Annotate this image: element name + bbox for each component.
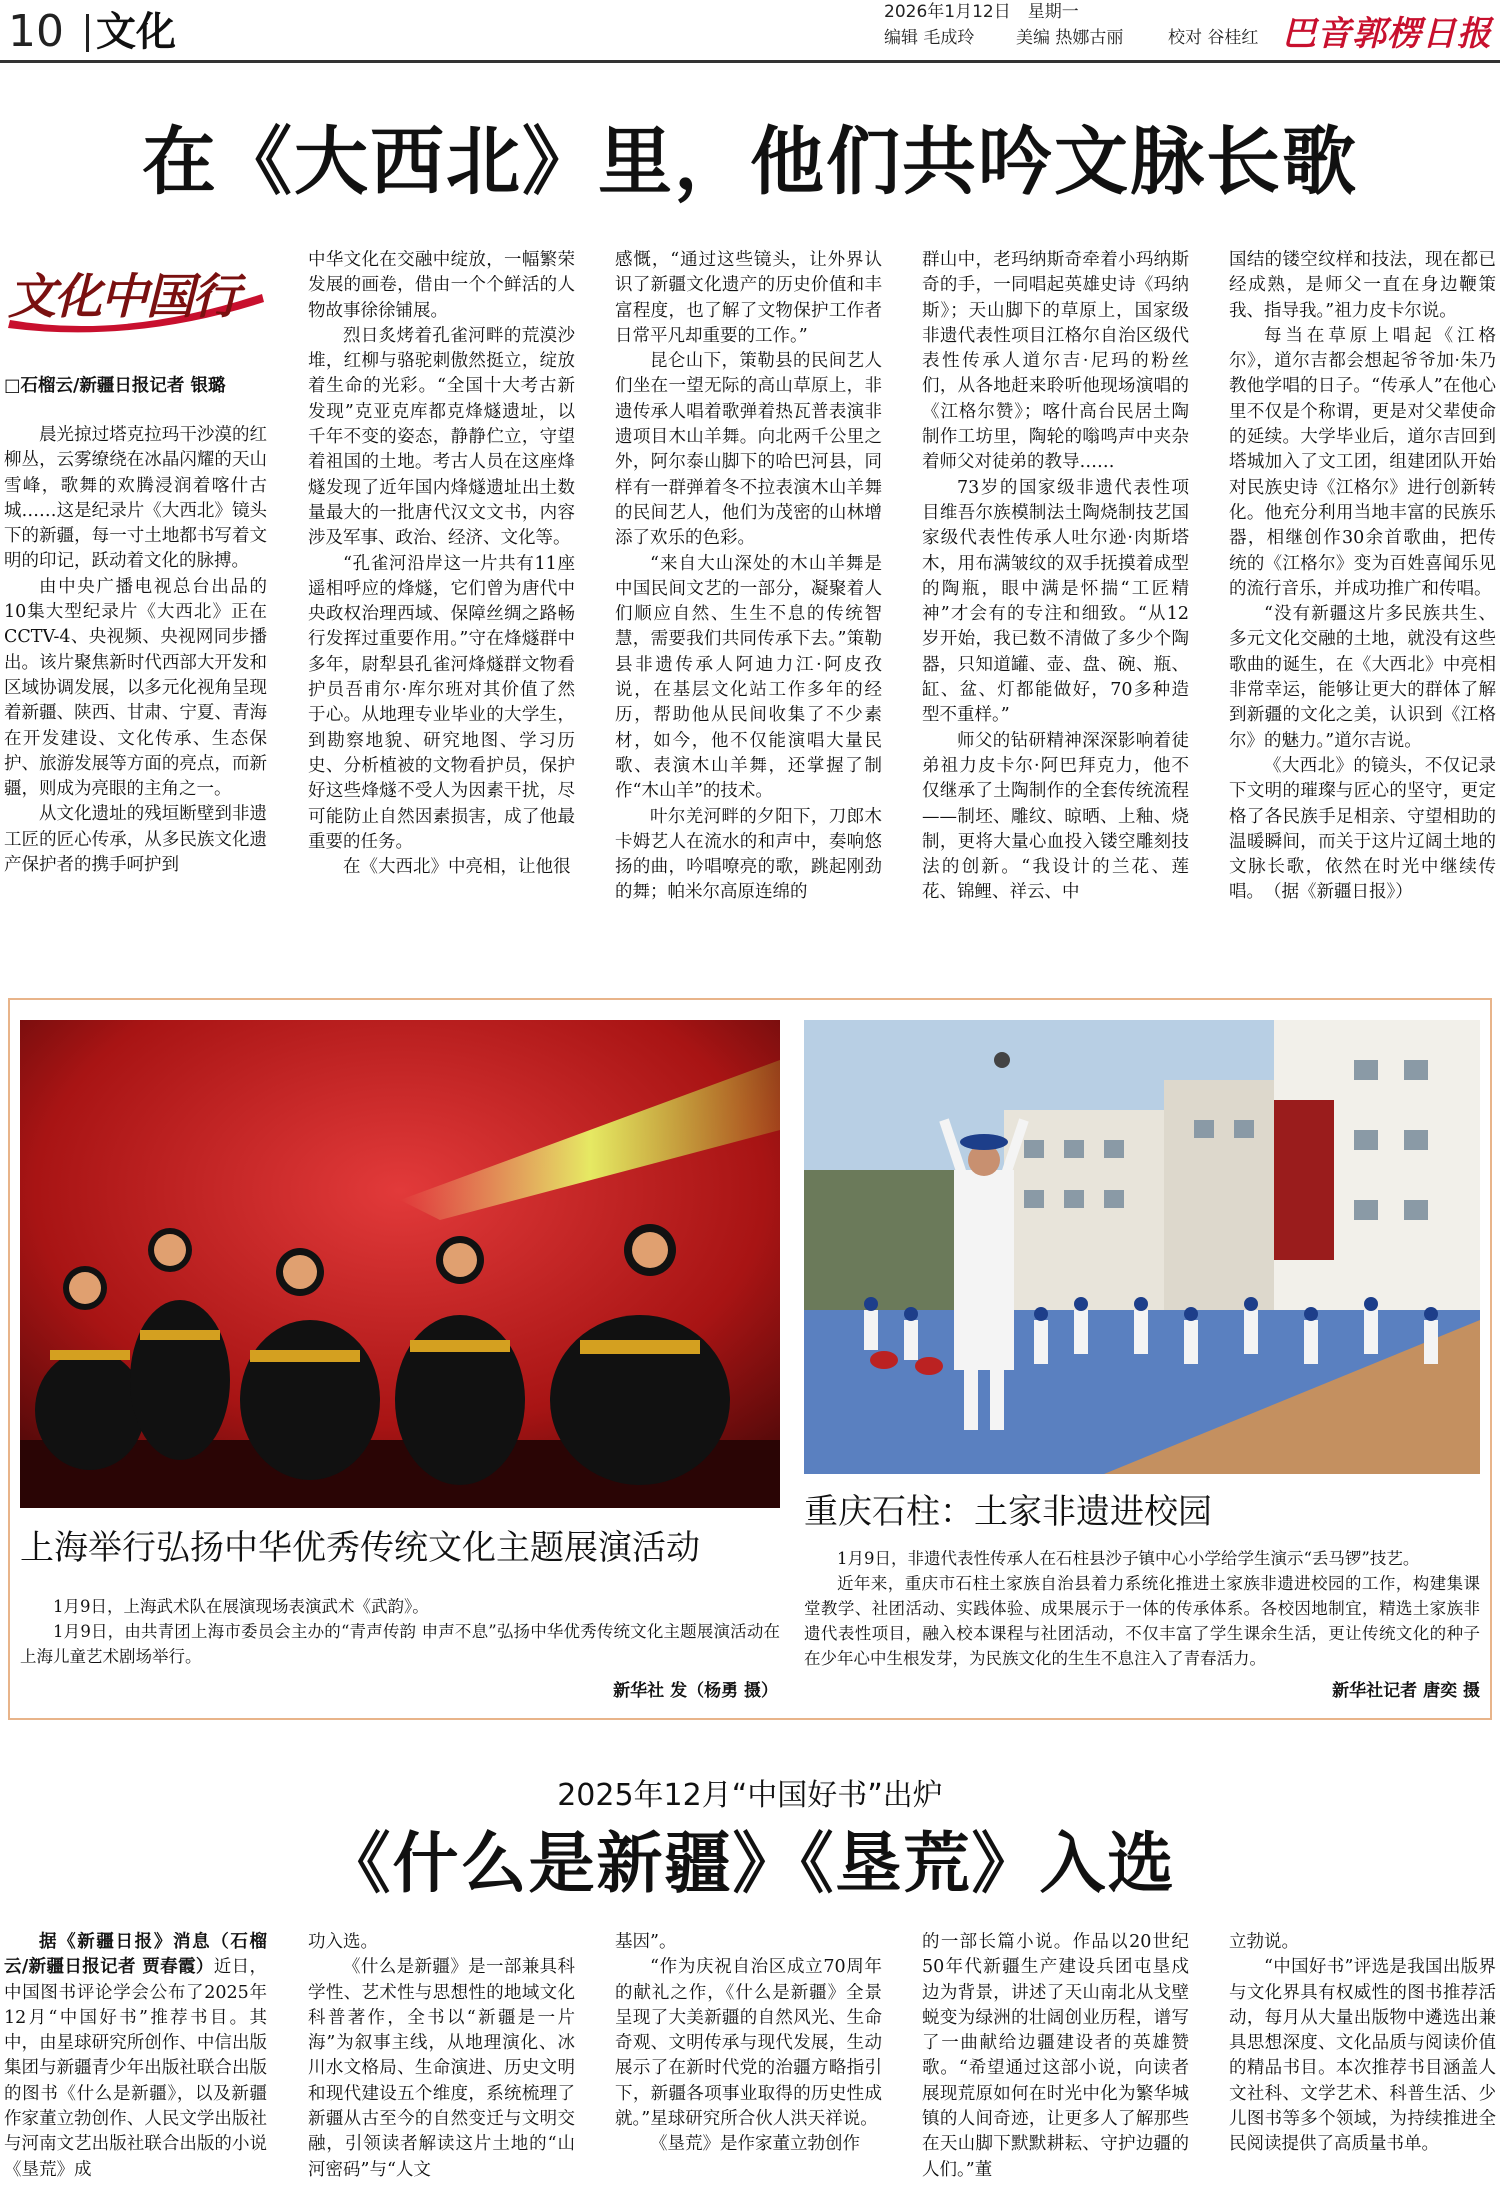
martial-arts-photo (20, 1020, 780, 1508)
paragraph: 师父的钻研精神深深影响着徒弟祖力皮卡尔·阿巴拜克力，他不仅继承了土陶制作的全套传统流程——制坯、雕纹、晾晒、上釉、烧制，更将大量心血投入镂空雕刻技法的创新。“我设计的兰花、莲花、锦鲤、祥云、中 (922, 730, 1189, 903)
issue-date: 2026年1月12日 星期一 (884, 2, 1079, 22)
article2-column-5 (1229, 1930, 1496, 2188)
left-photo-caption (20, 1594, 780, 1669)
proofreader: 校对 谷桂红 (1168, 28, 1259, 48)
paragraph: 功入选。 (308, 1932, 378, 1952)
paragraph: 叶尔羌河畔的夕阳下，刀郎木卡姆艺人在流水的和声中，奏响悠扬的曲，吟唱嘹亮的歌，跳起刚劲的舞；帕米尔高原连绵的 (615, 806, 882, 903)
right-photo-caption (804, 1546, 1480, 1671)
school-heritage-photo (804, 1020, 1480, 1474)
article2-headline: 《什么是新疆》《垦荒》入选 (324, 1824, 1176, 1902)
paragraph (4, 1930, 267, 2183)
article1-column-3 (615, 248, 882, 943)
paragraph: “作为庆祝自治区成立70周年的献礼之作，《什么是新疆》全景呈现了大美新疆的自然风光、生命奇观、文明传承与现代发展，生动展示了在新时代党的治疆方略指引下，新疆各项事业取得的历史性成就。”星球研究所合伙人洪天祥说。 (615, 1957, 882, 2130)
paragraph: 中华文化在交融中绽放，一幅繁荣发展的画卷，借由一个个鲜活的人物故事徐徐铺展。 (308, 250, 575, 321)
paragraph: 每当在草原上唱起《江格尔》，道尔吉都会想起爷爷加·朱乃教他学唱的日子。“传承人”在他心里不仅是个称谓，更是对父辈使命的延续。大学毕业后，道尔吉回到塔城加入了文工团，组建团队开始对民族史诗《江格尔》进行创新转化。他充分利用当地丰富的民族乐器，相继创作30余首歌曲，把传统的《江格尔》变为百姓喜闻乐见的流行音乐，并成功推广和传唱。 (1229, 325, 1496, 599)
newspaper-masthead: 巴音郭楞日报 (1282, 14, 1492, 54)
paragraph: 73岁的国家级非遗代表性项目维吾尔族模制法土陶烧制技艺国家级代表性传承人吐尔逊·肉斯塔木，用布满皱纹的双手抚摸着成型的陶瓶，眼中满是怀揣“工匠精神”才会有的专注和细致。“从12岁开始，我已数不清做了多少个陶器，只知道罐、壶、盘、碗、瓶、缸、盆、灯都能做好，70多种造型不重样。” (922, 477, 1189, 726)
caption-line: 近年来，重庆市石柱土家族自治县着力系统化推进土家族非遗进校园的工作，构建集课堂教学、社团活动、实践体验、成果展示于一体的传承体系。各校因地制宜，精选土家族非遗代表性项目，融入校本课程与社团活动，不仅丰富了学生课余生活，更让传统文化的种子在少年心中生根发芽，为民族文化的生生不息注入了青春活力。 (804, 1574, 1480, 1668)
article2-column-1 (4, 1930, 267, 2188)
paragraph: 晨光掠过塔克拉玛干沙漠的红柳丛，云雾缭绕在冰晶闪耀的天山雪峰，歌舞的欢腾浸润着喀什古城……这是纪录片《大西北》镜头下的新疆，每一寸土地都书写着文明的印记，跃动着文化的脉搏。 (4, 425, 267, 572)
article1-column-2 (308, 248, 575, 943)
paragraph: 由中央广播电视总台出品的10集大型纪录片《大西北》正在CCTV-4、央视频、央视网同步播出。该片聚焦新时代西部大开发和区域协调发展，以多元化视角呈现着新疆、陕西、甘肃、宁夏、青海在开发建设、文化传承、生态保护、旅游发展等方面的亮点，而新疆，则成为亮眼的主角之一。 (4, 576, 267, 800)
article1-column-1 (4, 423, 267, 943)
right-photo-title: 重庆石柱：土家非遗进校园 (804, 1492, 1212, 1532)
paragraph: 国结的镂空纹样和技法，现在都已经成熟，是师父一直在身边鞭策我、指导我。”祖力皮卡尔说。 (1229, 250, 1496, 321)
paragraph: 《大西北》的镜头，不仅记录下文明的璀璨与匠心的坚守，更定格了各民族手足相亲、守望相助的温暖瞬间，而关于这片辽阔土地的文脉长歌，依然在时光中继续传唱。 （据《新疆日报》） (1229, 755, 1496, 903)
paragraph: 感慨，“通过这些镜头，让外界认识了新疆文化遗产的历史价值和丰富程度，也了解了文物保护工作者日常平凡却重要的工作。” (615, 250, 882, 346)
editor: 编辑 毛成玲 (884, 28, 975, 48)
caption-line: 1月9日，非遗代表性传承人在石柱县沙子镇中心小学给学生演示“丢马锣”技艺。 (837, 1549, 1420, 1568)
article1-column-5 (1229, 248, 1496, 943)
paragraph: 在《大西北》中亮相，让他很 (343, 857, 571, 878)
article2-column-2 (308, 1930, 575, 2188)
paragraph: “中国好书”评选是我国出版界与文化界具有权威性的图书推荐活动，每月从大量出版物中遴选出兼具思想深度、文化品质与阅读价值的精品书目。本次推荐书目涵盖人文社科、文学艺术、科普生活、少儿图书等多个领域，为持续推进全民阅读提供了高质量书单。 (1229, 1957, 1496, 2155)
paragraph: 烈日炙烤着孔雀河畔的荒漠沙堆，红柳与骆驼刺傲然挺立，绽放着生命的光彩。“全国十大考古新发现”克亚克库都克烽燧遗址，以千年不变的姿态，静静伫立，守望着祖国的土地。考古人员在这座烽燧发现了近年国内烽燧遗址出土数量最大的一批唐代汉文文书，内容涉及军事、政治、经济、文化等。 (308, 325, 575, 549)
page-number: 10 (8, 6, 64, 57)
paragraph: 群山中，老玛纳斯奇牵着小玛纳斯奇的手，一同唱起英雄史诗《玛纳斯》；天山脚下的草原上，国家级非遗代表性项目江格尔自治区级代表性传承人道尔吉·尼玛的粉丝们，从各地赶来聆听他现场演唱的《江格尔赞》；喀什高台民居土陶制作工坊里，陶轮的嗡鸣声中夹杂着师父对徒弟的教导…… (922, 250, 1189, 473)
paragraph: 立勃说。 (1229, 1932, 1299, 1952)
article2-lead: 据《新疆日报》消息（石榴云/新疆日报记者 贾春霞） (4, 1932, 267, 1978)
paragraph: 基因”。 (615, 1932, 677, 1952)
article2-lead-text: 近日，中国图书评论学会公布了2025年12月“中国好书”推荐书目。其中，由星球研究所创作、中信出版集团与新疆青少年出版社联合出版的图书《什么是新疆》，以及新疆作家董立勃创作、人民文学出版社与河南文艺出版社联合出版的小说《垦荒》成 (4, 1957, 267, 2180)
paragraph: 的一部长篇小说。作品以20世纪50年代新疆生产建设兵团屯垦戍边为背景，讲述了天山南北从戈壁蜕变为绿洲的壮阔创业历程，谱写了一曲献给边疆建设者的英雄赞歌。“希望通过这部小说，向读者展现荒原如何在时光中化为繁华城镇的人间奇迹，让更多人了解那些在天山脚下默默耕耘、守护边疆的人们。”董 (922, 1932, 1189, 2180)
martial-arts-performance-image (20, 1020, 780, 1508)
article2-column-4 (922, 1930, 1189, 2188)
article1-column-4 (922, 248, 1189, 943)
article1-byline: □石榴云/新疆日报记者 银璐 (4, 376, 226, 396)
column-kicker-logo (4, 254, 268, 336)
art-editor: 美编 热娜古丽 (1016, 28, 1124, 48)
paragraph: 从文化遗址的残垣断壁到非遗工匠的匠心传承，从多民族文化遗产保护者的携手呵护到 (4, 804, 267, 876)
caption-line: 1月9日，上海武术队在展演现场表演武术《武韵》。 (53, 1597, 429, 1616)
page-number-divider (86, 14, 89, 52)
right-photo-credit: 新华社记者 唐奕 摄 (1332, 1681, 1480, 1701)
left-photo-credit: 新华社 发（杨勇 摄） (613, 1681, 778, 1701)
kicker-text: 文化中国行 (8, 269, 239, 325)
paragraph: 《什么是新疆》是一部兼具科学性、艺术性与思想性的地域文化科普著作，全书以“新疆是一片海”为叙事主线，从地理演化、冰川水文格局、生命演进、历史文明和现代建设五个维度，系统梳理了新疆从古至今的自然变迁与文明交融，引领读者解读这片土地的“山河密码”与“人文 (308, 1957, 575, 2180)
main-headline: 在《大西北》里，他们共吟文脉长歌 (142, 119, 1358, 205)
paragraph: “孔雀河沿岸这一片共有11座遥相呼应的烽燧，它们曾为唐代中央政权治理西域、保障丝绸之路畅行发挥过重要作用。”守在烽燧群中多年，尉犁县孔雀河烽燧群文物看护员吾甫尔·库尔班对其价值了然于心。从地理专业毕业的大学生，到勘察地貌、研究地图、学习历史、分析植被的文物看护员，保护好这些烽燧不受人为因素干扰，尽可能防止自然因素损害，成了他最重要的任务。 (308, 553, 575, 852)
paragraph: 《垦荒》是作家董立勃创作 (650, 2134, 860, 2155)
paragraph: 昆仑山下，策勒县的民间艺人们坐在一望无际的高山草原上，非遗传承人唱着歌弹着热瓦普表演非遗项目木山羊舞。向北两千公里之外，阿尔泰山脚下的哈巴河县，同样有一群弹着冬不拉表演木山羊舞的民间艺人，他们为茂密的山林增添了欢乐的色彩。 (615, 351, 882, 549)
caption-line: 1月9日，由共青团上海市委员会主办的“青声传韵 申声不息”弘扬中华优秀传统文化主题展演活动在上海儿童艺术剧场举行。 (20, 1622, 780, 1666)
paragraph: “没有新疆这片多民族共生、多元文化交融的土地，就没有这些歌曲的诞生，在《大西北》中亮相非常幸运，能够让更大的群体了解到新疆的文化之美，认识到《江格尔》的魅力。”道尔吉说。 (1229, 604, 1496, 751)
article2-column-3 (615, 1930, 882, 2188)
left-photo-title: 上海举行弘扬中华优秀传统文化主题展演活动 (20, 1528, 700, 1568)
paragraph: “来自大山深处的木山羊舞是中国民间文艺的一部分，凝聚着人们顺应自然、生生不息的传统智慧，需要我们共同传承下去。”策勒县非遗传承人阿迪力江·阿皮孜说，在基层文化站工作多年的经历，帮助他从民间收集了不少素材，如今，他不仅能演唱大量民歌、表演木山羊舞，还掌握了制作“木山羊”的技术。 (615, 553, 882, 802)
school-heritage-performance-image (804, 1020, 1480, 1474)
header-rule (0, 60, 1500, 63)
section-title: 文化 (96, 9, 176, 55)
article2-subheadline: 2025年12月“中国好书”出炉 (557, 1778, 943, 1813)
